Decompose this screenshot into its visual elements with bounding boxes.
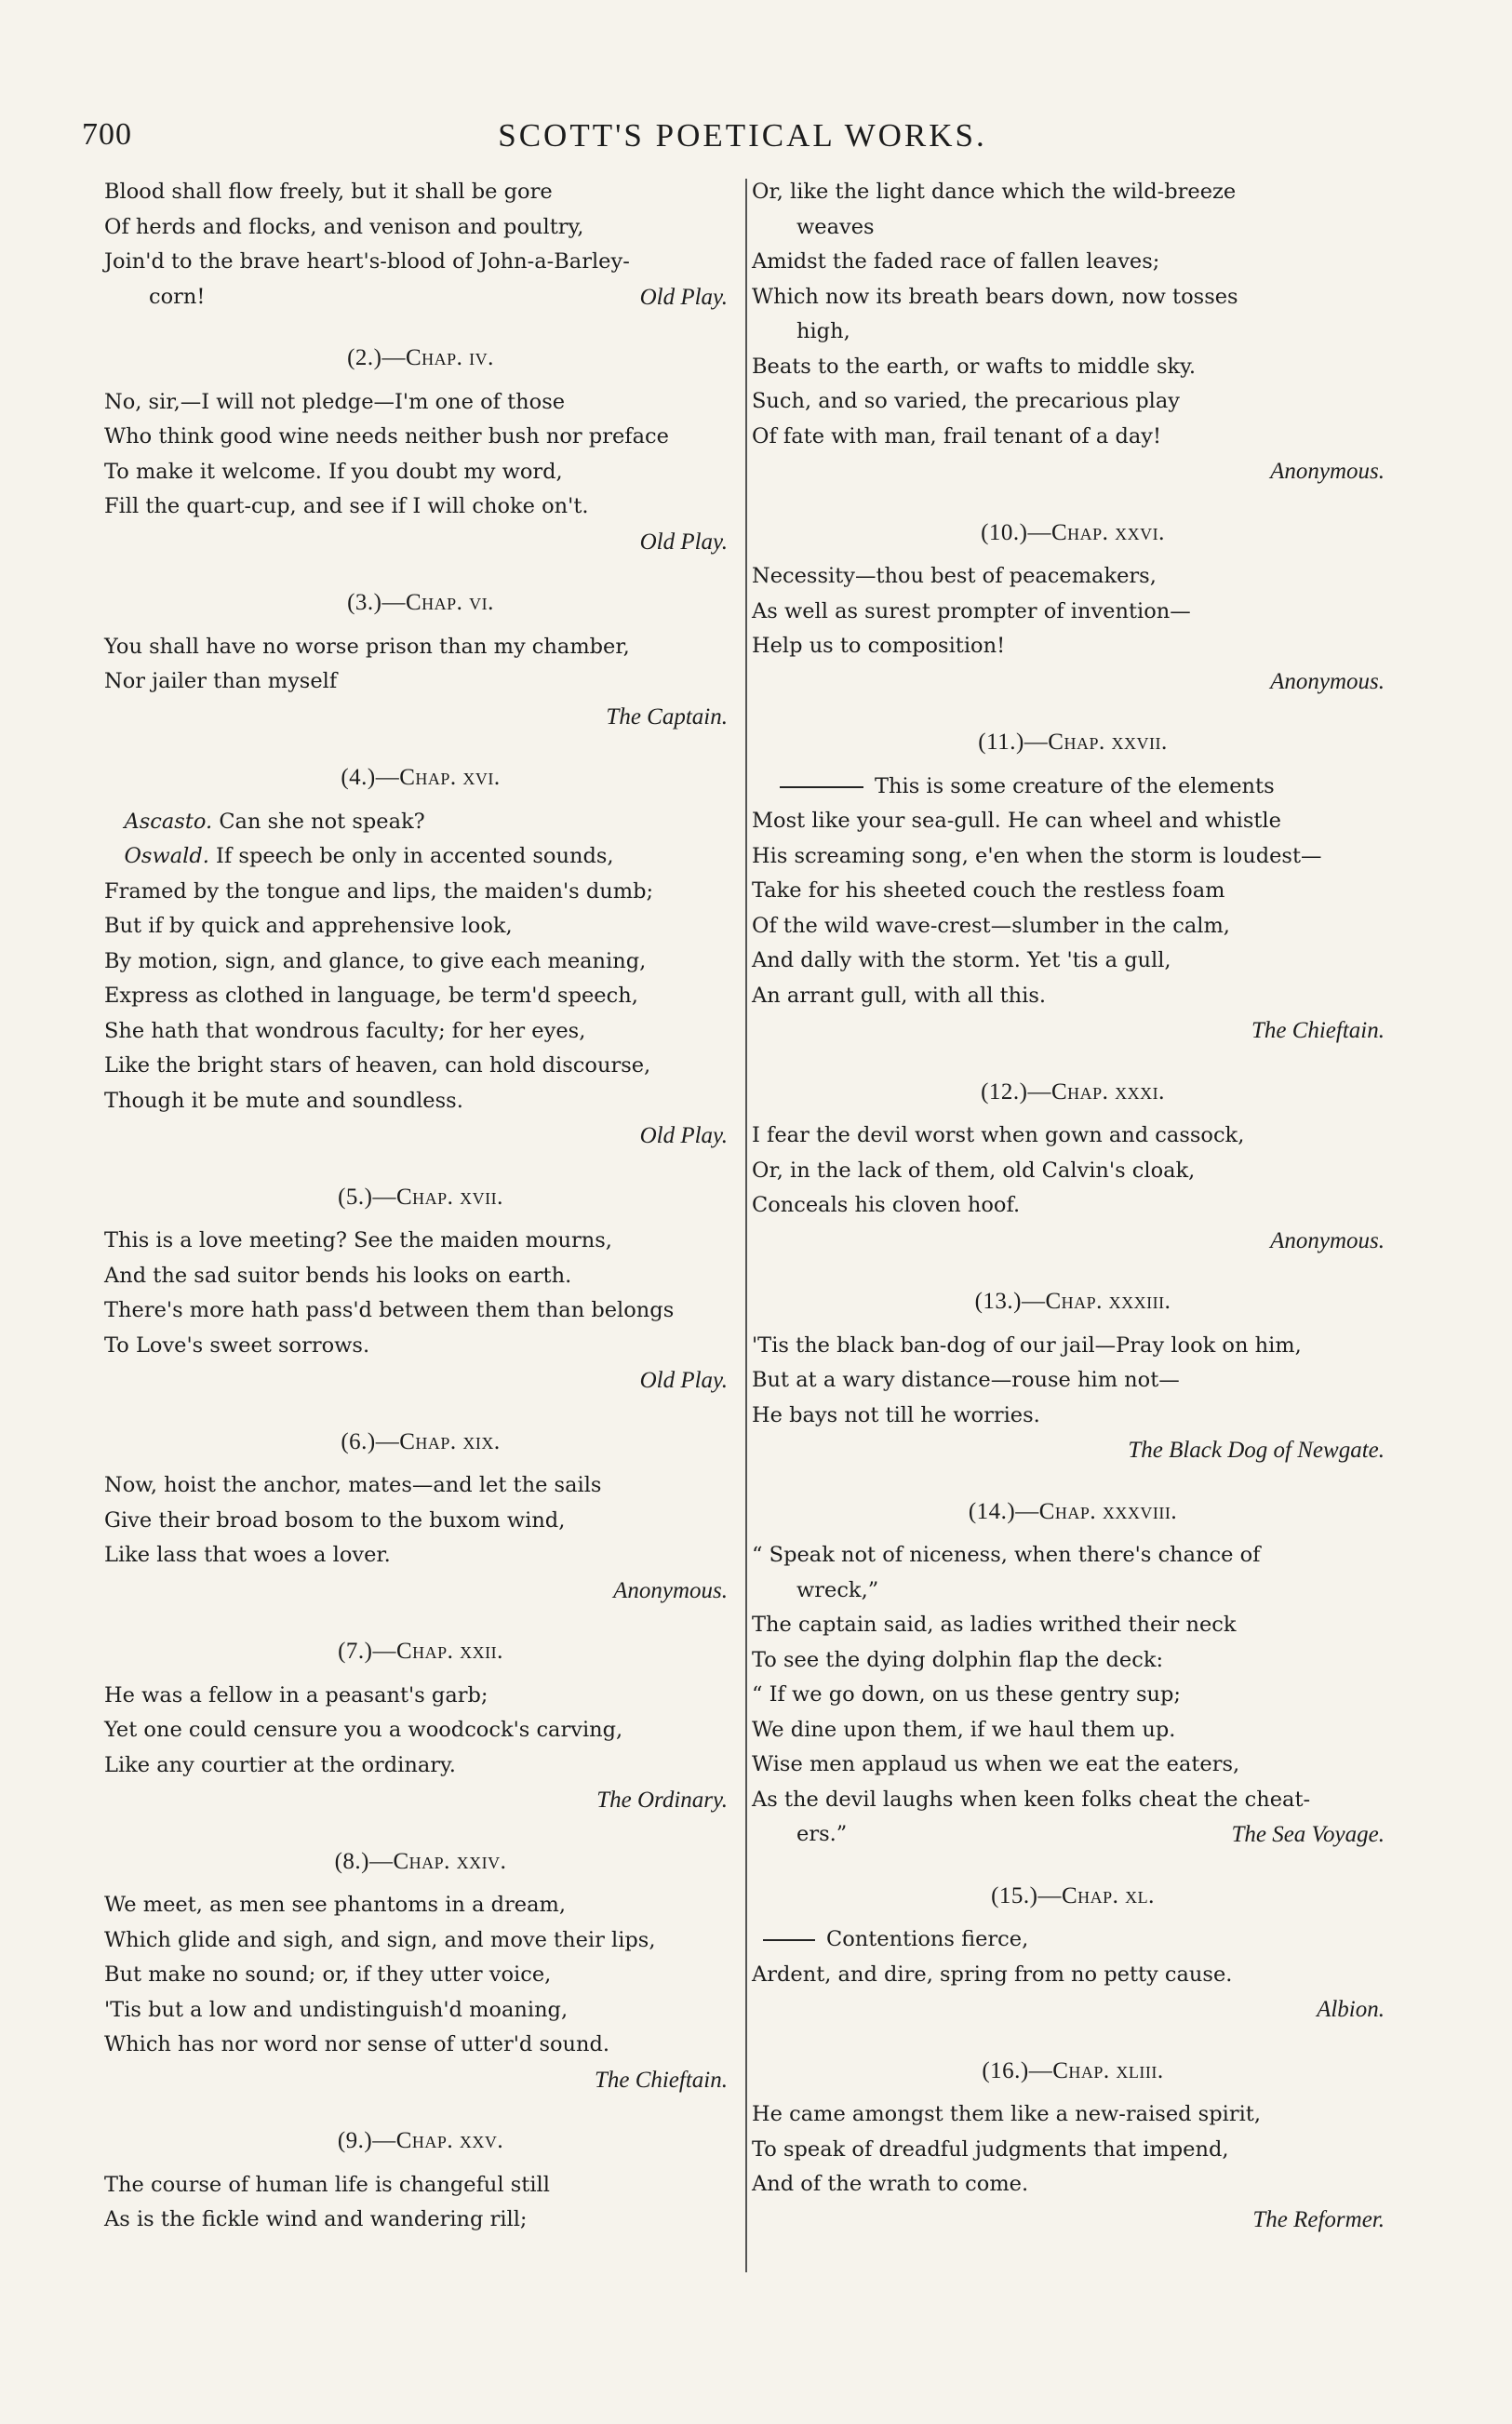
motto-heading <box>752 1494 1394 1530</box>
motto-number: (9.) <box>337 2128 373 2153</box>
verse-line: Conceals his cloven hoof. <box>752 1193 1021 1217</box>
motto-number: (16.) <box>982 2057 1029 2083</box>
verse-line: Blood shall flow freely, but it shall be gore <box>104 180 553 204</box>
attribution: Old Play. <box>639 529 728 555</box>
motto-7 <box>104 1634 737 1818</box>
verse-line: Now, hoist the anchor, mates—and let the sails <box>104 1473 602 1497</box>
verse-line: Most like your sea-gull. He can wheel and whistle <box>752 809 1281 833</box>
verse-line: An arrant gull, with all this. <box>752 983 1047 1008</box>
motto-10 <box>752 516 1394 700</box>
verse-line: No, sir,—I will not pledge—I'm one of those <box>104 389 566 414</box>
motto-11 <box>752 725 1394 1049</box>
motto-14 <box>752 1494 1394 1853</box>
verse-line: Express as clothed in language, be term'd speech, <box>104 984 638 1008</box>
verse-line: Or, in the lack of them, old Calvin's cloak, <box>752 1158 1196 1183</box>
verse-line: But make no sound; or, if they utter voice, <box>104 1962 552 1987</box>
verse-line: Nor jailer than myself <box>104 669 338 693</box>
motto-number: (10.) <box>981 519 1028 545</box>
motto-number: (3.) <box>347 590 382 615</box>
motto-heading <box>752 1879 1394 1914</box>
verse-line: 'Tis but a low and undistinguish'd moaning, <box>104 1997 569 2022</box>
attribution: Anonymous. <box>613 1577 728 1603</box>
chapter-ref: —Chap. xliii. <box>1028 2057 1164 2083</box>
verse-line: Such, and so varied, the precarious play <box>752 389 1181 413</box>
verse-line: Like any courtier at the ordinary. <box>104 1752 456 1777</box>
motto-3 <box>104 585 737 734</box>
motto-heading <box>104 1844 737 1880</box>
attribution: The Black Dog of Newgate. <box>1128 1438 1385 1463</box>
chapter-ref: —Chap. xl. <box>1037 1882 1155 1908</box>
verse-line: He bays not till he worries. <box>752 1402 1040 1427</box>
verse-line: Who think good wine needs neither bush nor preface <box>104 424 669 449</box>
attribution: The Chieftain. <box>594 2067 728 2093</box>
verse-line: The course of human life is changeful still <box>104 2172 550 2197</box>
attribution: Old Play. <box>639 1123 728 1148</box>
verse-line <box>752 1922 1394 1958</box>
running-head: SCOTT'S POETICAL WORKS. <box>498 117 987 154</box>
verse-line: And the sad suitor bends his looks on earth. <box>104 1263 572 1288</box>
attribution: The Ordinary. <box>596 1788 728 1813</box>
dialogue-line <box>104 805 737 840</box>
verse-line: He came amongst them like a new-raised spirit, <box>752 2102 1261 2126</box>
verse-line: Wise men applaud us when we eat the eaters, <box>752 1752 1240 1776</box>
chapter-ref: —Chap. xxxviii. <box>1015 1498 1178 1524</box>
verse-line: ers.” <box>796 1822 848 1846</box>
chapter-ref: —Chap. xxiv. <box>368 1848 507 1874</box>
motto-heading <box>104 1425 737 1460</box>
chapter-ref: —Chap. xxv. <box>372 2128 504 2153</box>
verse-line: Of herds and flocks, and venison and poultry, <box>104 214 584 239</box>
verse-line: Ardent, and dire, spring from no petty cause. <box>752 1962 1233 1987</box>
motto-number: (2.) <box>347 345 382 370</box>
verse-line: Which glide and sigh, and sign, and move their lips, <box>104 1927 656 1952</box>
chapter-ref: —Chap. xxxi. <box>1027 1078 1165 1105</box>
verse-line: I fear the devil worst when gown and cassock, <box>752 1123 1245 1147</box>
motto-number: (11.) <box>978 730 1024 755</box>
page-header <box>82 117 1403 164</box>
attribution: The Reformer. <box>1252 2206 1385 2232</box>
verse-line: Framed by the tongue and lips, the maiden's dumb; <box>104 878 654 904</box>
motto-number: (8.) <box>334 1848 369 1874</box>
verse-line: Join'd to the brave heart's-blood of John-a-Barley- <box>104 249 630 274</box>
motto-15 <box>752 1879 1394 2028</box>
verse-line <box>752 770 1394 805</box>
motto-heading <box>104 341 737 376</box>
verse-line: Which has nor word nor sense of utter'd sound. <box>104 2032 610 2056</box>
chapter-ref: —Chap. xxvi. <box>1027 519 1165 545</box>
verse-line: But at a wary distance—rouse him not— <box>752 1368 1180 1392</box>
attribution: The Sea Voyage. <box>1231 1822 1385 1847</box>
motto-8 <box>104 1844 737 2098</box>
verse-line: Like the bright stars of heaven, can hold discourse, <box>104 1053 651 1078</box>
verse-text: This is some creature of the elements <box>875 773 1275 798</box>
chapter-ref: —Chap. vi. <box>381 590 494 615</box>
verse-line: And of the wrath to come. <box>752 2172 1029 2196</box>
attribution: Old Play. <box>639 1368 728 1393</box>
chapter-ref: —Chap. xxxiii. <box>1021 1289 1171 1314</box>
verse-line: Which now its breath bears down, now tosses <box>752 284 1238 309</box>
motto-heading <box>104 760 737 796</box>
verse-line: Though it be mute and soundless. <box>104 1088 463 1113</box>
attribution: The Captain. <box>606 703 728 730</box>
page-number: 700 <box>82 117 132 152</box>
chapter-ref: —Chap. xvi. <box>375 765 501 790</box>
verse-line: Yet one could censure you a woodcock's carving, <box>104 1718 623 1742</box>
verse-line: But if by quick and apprehensive look, <box>104 914 513 938</box>
verse-text: Contentions fierce, <box>826 1927 1029 1951</box>
chapter-ref: —Chap. xvii. <box>372 1184 503 1210</box>
verse-line: And dally with the storm. Yet 'tis a gull, <box>752 948 1171 972</box>
motto-4 <box>104 760 737 1154</box>
verse-line: The captain said, as ladies writhed their neck <box>752 1613 1237 1637</box>
motto-6 <box>104 1425 737 1609</box>
verse-line: “ Speak not of niceness, when there's chance of <box>752 1543 1261 1567</box>
attribution: Albion. <box>1317 1997 1385 2022</box>
attribution: Anonymous. <box>1270 668 1385 694</box>
verse-line: wreck,” <box>796 1577 879 1602</box>
motto-number: (7.) <box>338 1639 373 1664</box>
verse-line: There's more hath pass'd between them than belongs <box>104 1298 675 1322</box>
verse-line: As is the fickle wind and wandering rill; <box>104 2207 528 2231</box>
motto-heading <box>752 516 1394 551</box>
motto-heading <box>104 2123 737 2159</box>
verse-line: 'Tis the black ban-dog of our jail—Pray look on him, <box>752 1333 1302 1358</box>
motto-number: (14.) <box>968 1498 1016 1524</box>
motto-number: (15.) <box>991 1882 1038 1908</box>
verse-line: To Love's sweet sorrows. <box>104 1333 370 1358</box>
verse-line: Of fate with man, frail tenant of a day! <box>752 423 1162 449</box>
verse-line: You shall have no worse prison than my chamber, <box>104 634 630 659</box>
motto-13 <box>752 1284 1394 1468</box>
motto-heading <box>104 585 737 621</box>
verse-line: His screaming song, e'en when the storm is loudest— <box>752 843 1322 868</box>
chapter-ref: —Chap. xxii. <box>372 1639 503 1664</box>
verse-line: By motion, sign, and glance, to give each meaning, <box>104 948 647 973</box>
motto-2 <box>104 341 737 559</box>
motto-heading <box>752 725 1394 760</box>
motto-number: (6.) <box>341 1428 376 1454</box>
em-rule <box>763 1939 815 1941</box>
verse-line: Or, like the light dance which the wild-breeze <box>752 180 1237 204</box>
chapter-ref: —Chap. xix. <box>375 1428 501 1454</box>
motto-heading <box>752 1284 1394 1319</box>
attribution: Old Play. <box>639 284 728 310</box>
motto-heading <box>104 1634 737 1669</box>
verse-line: Of the wild wave-crest—slumber in the calm, <box>752 913 1230 938</box>
motto-number: (4.) <box>341 765 376 790</box>
verse-line: As the devil laughs when keen folks cheat the cheat- <box>752 1787 1311 1812</box>
verse-line: Beats to the earth, or wafts to middle sky. <box>752 354 1197 379</box>
verse-line: As well as surest prompter of invention— <box>752 598 1191 623</box>
motto-heading <box>752 2054 1394 2089</box>
motto-number: (12.) <box>981 1078 1028 1105</box>
speaker-name: Oswald. <box>124 844 209 868</box>
verse-line: Help us to composition! <box>752 634 1006 658</box>
motto-16 <box>752 2054 1394 2238</box>
motto-number: (13.) <box>974 1289 1022 1314</box>
attribution: Anonymous. <box>1270 459 1385 484</box>
motto-1 <box>104 175 737 315</box>
motto-5 <box>104 1180 737 1399</box>
speech-text: If speech be only in accented sounds, <box>216 844 614 868</box>
motto-heading <box>752 1075 1394 1110</box>
motto-9-continued <box>752 175 1394 489</box>
verse-line: We dine upon them, if we haul them up. <box>752 1717 1176 1742</box>
chapter-ref: —Chap. iv. <box>381 345 494 370</box>
verse-line: “ If we go down, on us these gentry sup; <box>752 1682 1181 1707</box>
verse-line: high, <box>796 319 850 343</box>
right-column <box>752 175 1394 2237</box>
speaker-name: Ascasto. <box>124 809 213 834</box>
attribution: Anonymous. <box>1270 1227 1385 1253</box>
column-rule <box>745 179 747 2272</box>
dialogue-line <box>104 839 737 875</box>
motto-heading <box>104 1180 737 1215</box>
verse-line: We meet, as men see phantoms in a dream, <box>104 1893 567 1917</box>
chapter-ref: —Chap. xxvii. <box>1024 730 1168 755</box>
verse-line: Amidst the faded race of fallen leaves; <box>752 249 1160 274</box>
verse-line: She hath that wondrous faculty; for her eyes, <box>104 1018 586 1043</box>
verse-line: Like lass that woes a lover. <box>104 1543 391 1567</box>
motto-number: (5.) <box>338 1184 373 1210</box>
verse-line: weaves <box>796 214 875 239</box>
verse-line: Necessity—thou best of peacemakers, <box>752 564 1157 588</box>
verse-line: To make it welcome. If you doubt my word, <box>104 459 563 484</box>
attribution: The Chieftain. <box>1251 1018 1385 1043</box>
verse-line: To see the dying dolphin flap the deck: <box>752 1647 1164 1672</box>
verse-line: Fill the quart-cup, and see if I will choke on't. <box>104 494 589 518</box>
em-rule <box>780 786 863 788</box>
left-column <box>104 175 737 2238</box>
motto-9 <box>104 2123 737 2238</box>
motto-12 <box>752 1075 1394 1259</box>
verse-line: Take for his sheeted couch the restless foam <box>752 878 1225 903</box>
verse-line: Give their broad bosom to the buxom wind, <box>104 1507 566 1533</box>
verse-line: corn! <box>149 284 206 309</box>
verse-line: To speak of dreadful judgments that impend, <box>752 2136 1229 2162</box>
verse-line: He was a fellow in a peasant's garb; <box>104 1682 488 1708</box>
speech-text: Can she not speak? <box>219 809 425 834</box>
verse-line: This is a love meeting? See the maiden mourns, <box>104 1228 612 1252</box>
